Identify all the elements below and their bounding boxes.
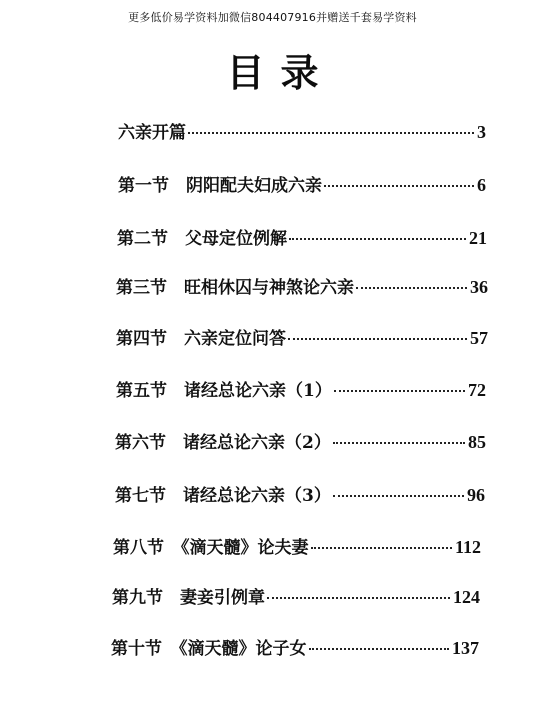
toc-leader-dots	[289, 238, 466, 240]
toc-leader-dots	[333, 495, 464, 497]
page-title: 目录	[226, 51, 335, 95]
toc-entry-label: 第五节 诸经总论六亲（1）	[116, 381, 332, 401]
toc-leader-dots	[333, 442, 465, 444]
toc-entry[interactable]	[116, 379, 486, 402]
toc-leader-dots	[267, 597, 450, 599]
toc-entry[interactable]	[112, 586, 480, 609]
toc-entry-label: 第二节 父母定位例解	[117, 229, 287, 249]
toc-entry-label: 第三节 旺相休囚与神煞论六亲	[116, 278, 354, 298]
toc-entry-page: 57	[470, 328, 488, 348]
toc-entry[interactable]	[115, 484, 485, 507]
toc-leader-dots	[324, 185, 474, 187]
toc-leader-dots	[311, 547, 452, 549]
toc-entry[interactable]	[118, 174, 486, 197]
toc-entry-label: 第四节 六亲定位问答	[116, 329, 286, 349]
toc-leader-dots	[356, 287, 467, 289]
toc-leader-dots	[288, 338, 467, 340]
toc-entry[interactable]	[111, 637, 479, 660]
toc-entry-label: 第十节 《滴天髓》论子女	[111, 639, 307, 659]
toc-entry-page: 72	[468, 380, 486, 400]
toc-entry-page: 85	[468, 432, 486, 452]
toc-entry-label: 六亲开篇	[118, 123, 186, 143]
toc-entry-page: 36	[470, 277, 488, 297]
toc-entry-label: 第八节 《滴天髓》论夫妻	[113, 538, 309, 558]
toc-entry[interactable]	[117, 227, 487, 250]
toc-entry[interactable]	[116, 276, 488, 299]
toc-entry[interactable]	[118, 121, 486, 144]
toc-leader-dots	[188, 132, 474, 134]
toc-leader-dots	[309, 648, 450, 650]
toc-entry-page: 124	[453, 587, 480, 607]
toc-entry-page: 3	[477, 122, 486, 142]
toc-entry-page: 96	[467, 485, 485, 505]
toc-entry-label: 第一节 阴阳配夫妇成六亲	[118, 176, 322, 196]
toc-entry-label: 第七节 诸经总论六亲（3）	[115, 486, 331, 506]
toc-entry-page: 112	[454, 537, 481, 557]
toc-entry-page: 6	[477, 175, 486, 195]
toc-entry-page: 137	[452, 638, 479, 658]
toc-entry[interactable]	[113, 536, 481, 559]
toc-entry-label: 第九节 妻妾引例章	[112, 588, 265, 608]
toc-leader-dots	[334, 390, 465, 392]
toc-entry[interactable]	[115, 431, 486, 454]
header-note: 更多低价易学资料加微信804407916并赠送千套易学资料	[128, 11, 417, 24]
toc-entry-page: 21	[469, 228, 487, 248]
toc-entry-label: 第六节 诸经总论六亲（2）	[115, 433, 331, 453]
toc-entry[interactable]	[116, 327, 488, 350]
